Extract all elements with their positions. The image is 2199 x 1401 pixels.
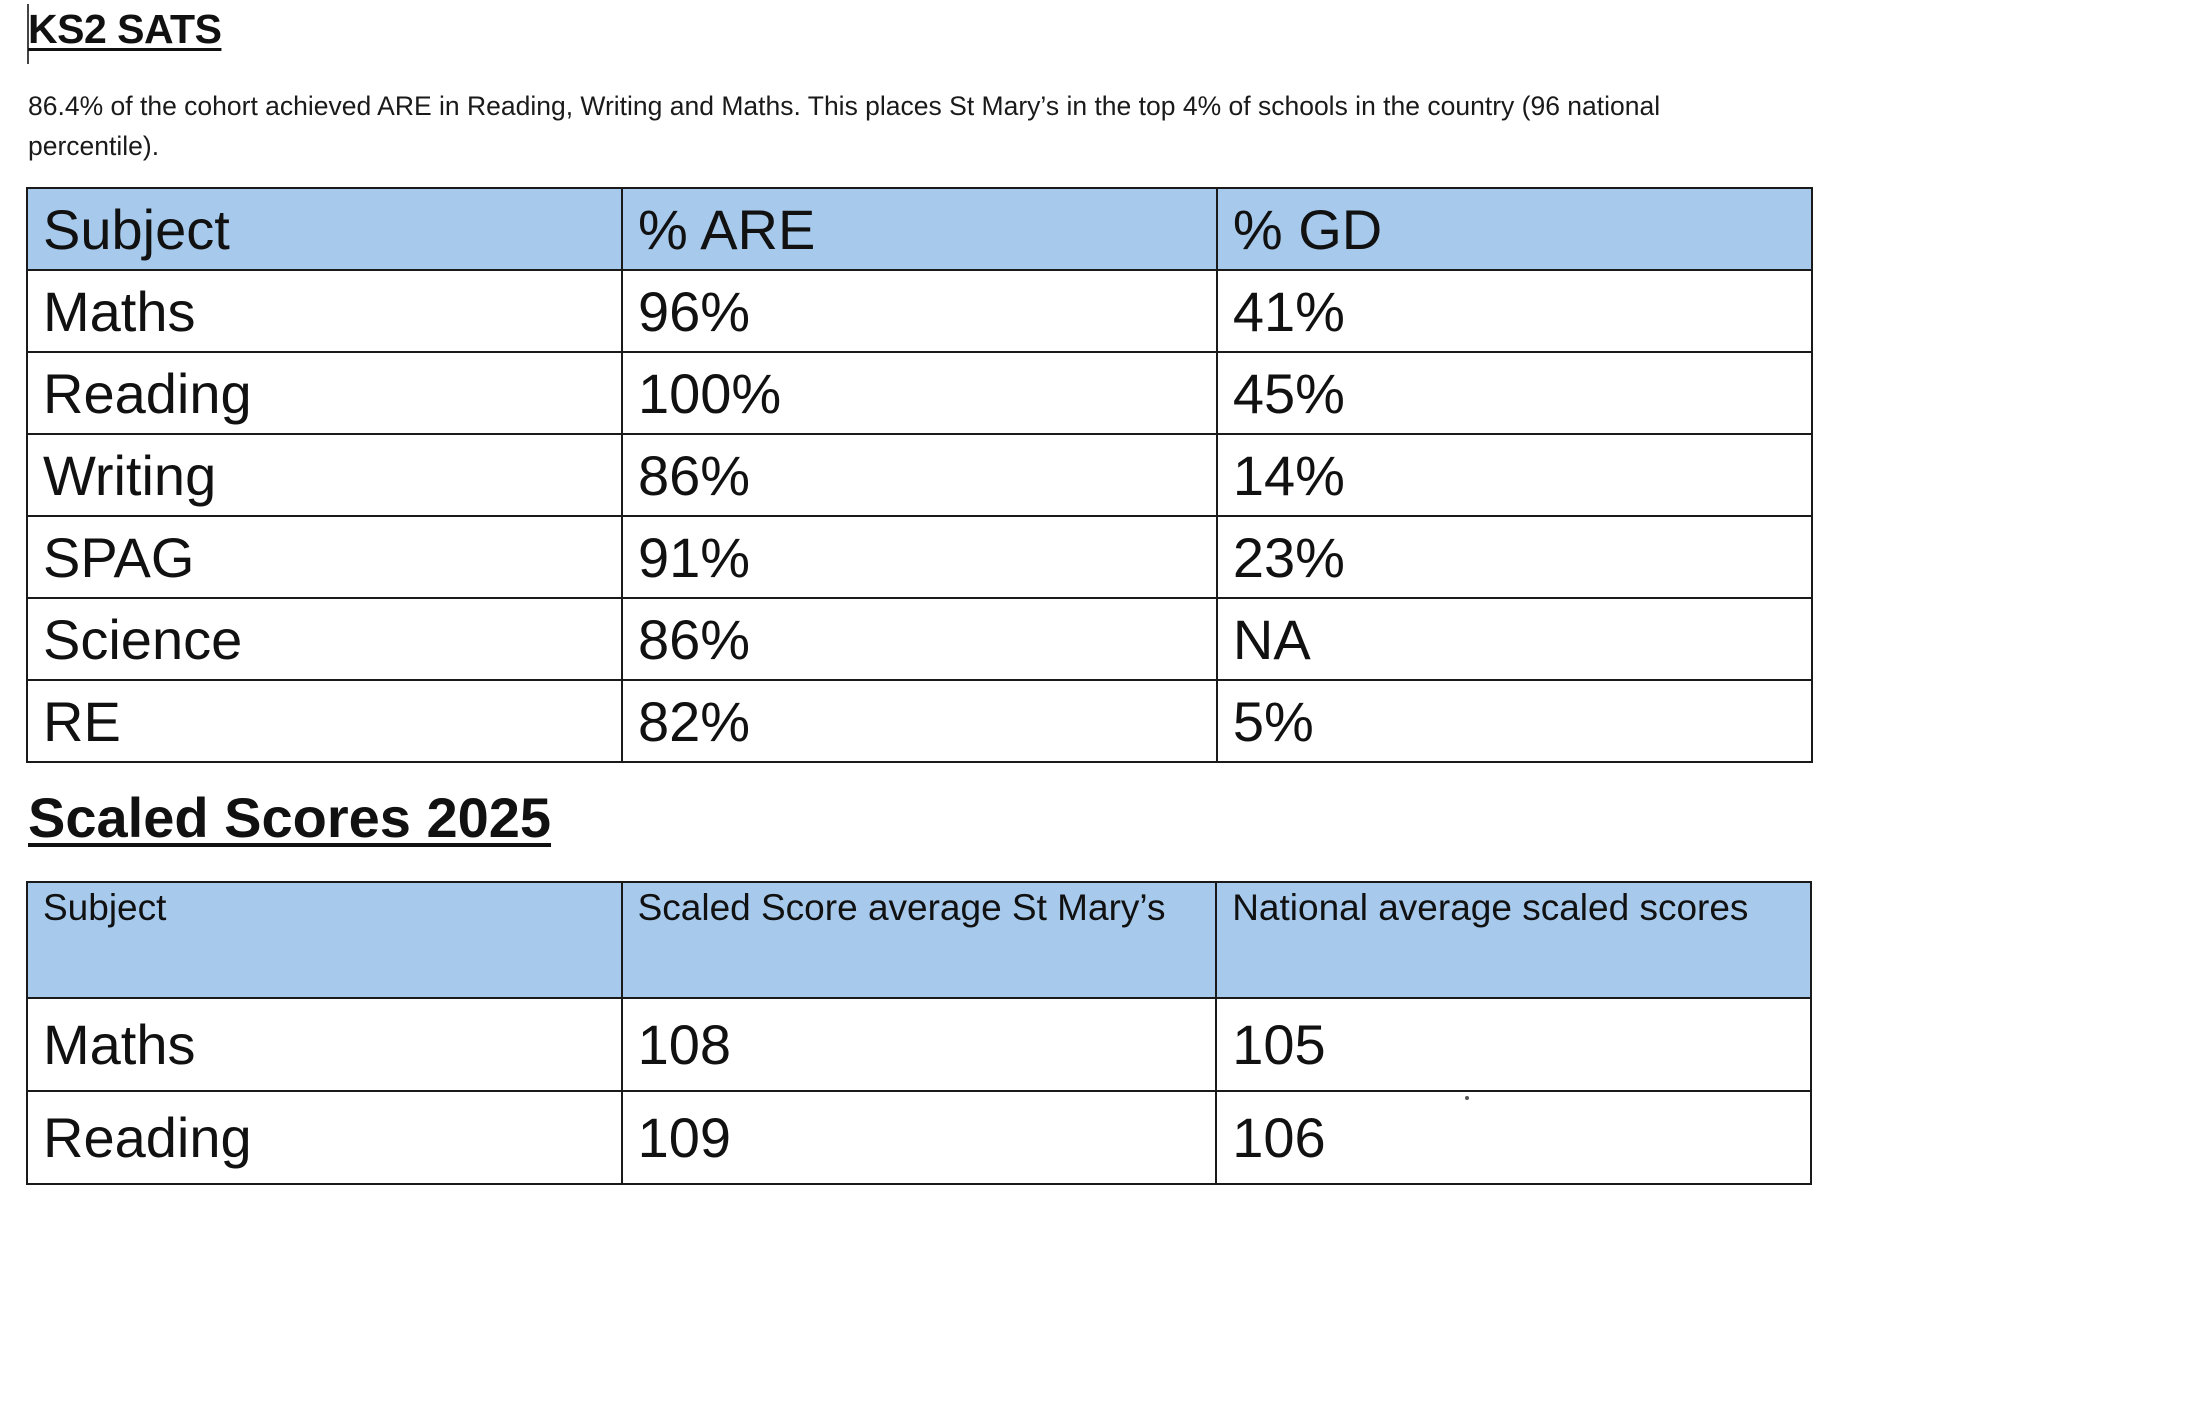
table-row xyxy=(27,998,1811,1091)
cell-subject: SPAG xyxy=(27,516,622,598)
attainment-table xyxy=(26,187,1813,763)
cell-subject: Reading xyxy=(27,1091,622,1184)
cell-gd: 23% xyxy=(1217,516,1812,598)
cell-subject: Writing xyxy=(27,434,622,516)
table-row xyxy=(27,352,1812,434)
cell-subject: Maths xyxy=(27,270,622,352)
table-header-row xyxy=(27,188,1812,270)
table-header-row xyxy=(27,882,1811,998)
cell-gd: 41% xyxy=(1217,270,1812,352)
scaled-scores-heading: Scaled Scores 2025 xyxy=(28,786,552,849)
cell-are: 100% xyxy=(622,352,1217,434)
header-gd: % GD xyxy=(1217,188,1812,270)
table-row xyxy=(27,516,1812,598)
cell-subject: Science xyxy=(27,598,622,680)
intro-paragraph: 86.4% of the cohort achieved ARE in Reading, Writing and Maths. This places St Mary’s in the top 4% of schools in the country (96 national percentile). xyxy=(28,91,1661,161)
cell-are: 91% xyxy=(622,516,1217,598)
header-school-average: Scaled Score average St Mary’s xyxy=(622,882,1217,998)
table-row xyxy=(27,434,1812,516)
cell-gd: NA xyxy=(1217,598,1812,680)
cell-gd: 45% xyxy=(1217,352,1812,434)
table-row xyxy=(27,270,1812,352)
cell-are: 96% xyxy=(622,270,1217,352)
cell-national-average: 106 xyxy=(1216,1091,1811,1184)
table-row xyxy=(27,1091,1811,1184)
stray-dot xyxy=(1465,1096,1469,1100)
cell-are: 86% xyxy=(622,434,1217,516)
cell-are: 82% xyxy=(622,680,1217,762)
cell-gd: 14% xyxy=(1217,434,1812,516)
header-subject: Subject xyxy=(27,882,622,998)
header-are: % ARE xyxy=(622,188,1217,270)
cell-are: 86% xyxy=(622,598,1217,680)
page-title: KS2 SATS xyxy=(28,6,222,52)
table-row xyxy=(27,598,1812,680)
cell-school-average: 109 xyxy=(622,1091,1217,1184)
cell-school-average: 108 xyxy=(622,998,1217,1091)
cell-national-average: 105 xyxy=(1216,998,1811,1091)
cell-subject: Maths xyxy=(27,998,622,1091)
cell-subject: RE xyxy=(27,680,622,762)
header-subject: Subject xyxy=(27,188,622,270)
scaled-scores-table xyxy=(26,881,1812,1185)
cell-subject: Reading xyxy=(27,352,622,434)
header-national-average: National average scaled scores xyxy=(1216,882,1811,998)
cell-gd: 5% xyxy=(1217,680,1812,762)
table-row xyxy=(27,680,1812,762)
